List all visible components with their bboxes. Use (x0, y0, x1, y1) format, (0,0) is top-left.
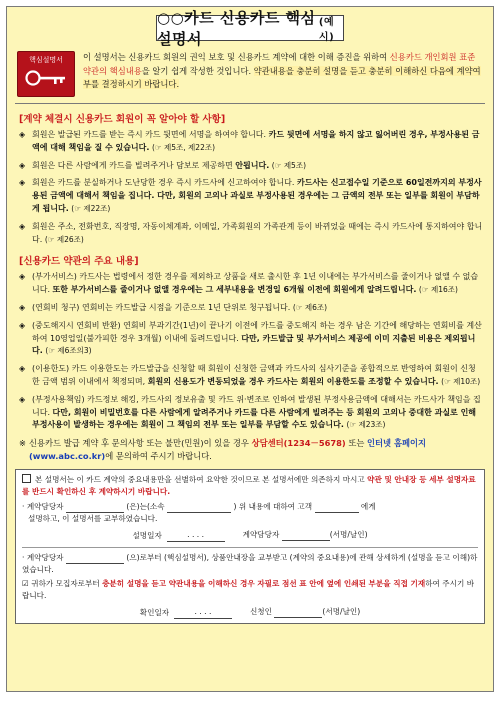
item-emphasis: 또한 부가서비스를 줄이거나 없앨 경우에는 그 세부내용을 변경일 6개월 이전에 회원에게 알려드립니다. (52, 285, 417, 295)
article-ref: (☞ 제10조) (441, 376, 481, 386)
section1-list (19, 129, 483, 246)
bullet-icon: ◈ (19, 302, 26, 312)
agent-statement (22, 501, 478, 525)
instruction-emphasis: 충분히 설명을 듣고 약관내용을 이해하신 경우 자필로 점선 표 안에 옆에 인쇄된 부분을 직접 기재 (102, 579, 426, 589)
signature-hint: (서명/날인) (322, 607, 361, 617)
item-text: 회원은 다른 사람에게 카드를 빌려주거나 담보로 제공하면 (32, 160, 236, 170)
bullet-icon: ◈ (19, 221, 26, 231)
intro-text-3: 을 알기 쉽게 작성한 것입니다. (141, 65, 254, 76)
explain-sign-row (22, 529, 478, 542)
form-text: · 계약담당자 (22, 502, 64, 512)
form-text: ) 위 내용에 대하여 고객 (233, 502, 313, 512)
affiliation-field[interactable] (167, 512, 231, 513)
item-emphasis: 다만, 회원이 비밀번호를 다른 사람에게 알려주거나 카드를 다른 사람에게 빌려주는 등 회원의 고의나 중대한 과실로 인해 부정사용이 발생하는 경우에는 회원이 그 책임의 전부 또는 일부를 부담할 수도 있습니다. (32, 407, 477, 430)
item-emphasis: 카드사는 신고접수일 기준으로 60일전까지의 부정사용된 금액에 대해서 책임을 집니다. 다만, 회원의 고의나 과실로 부정사용된 경우에는 그 금액의 전부 또는 일부를 회원이 부담하게 됩니다. (32, 178, 482, 213)
agent-name-field-2[interactable] (66, 563, 124, 564)
list-item (19, 320, 483, 358)
inquiry-text: 에 문의하여 주시기 바랍니다. (105, 451, 212, 462)
intro-text-highlight: 신용카드 개인회원 표준약관의 핵심내용 (83, 52, 476, 76)
bullet-icon: ◈ (19, 272, 26, 282)
item-emphasis: 안됩니다. (235, 160, 270, 170)
list-item (19, 221, 483, 247)
form-text: · 계약당당자 (22, 553, 64, 563)
intro-text-4: 약관내용을 충분히 설명을 듣고 충분히 이해하신 다음에 계약여부를 결정하시기 바랍니다. (83, 65, 481, 89)
confirmation-form (15, 469, 485, 624)
key-badge (17, 51, 75, 97)
note-icon: ※ (19, 438, 26, 449)
page-title (156, 9, 344, 48)
checkbox[interactable] (22, 474, 31, 483)
article-ref: (☞ 제6조) (292, 302, 328, 312)
check-icon: ☑ (22, 579, 29, 589)
item-text: 회원은 발급된 카드를 받는 즉시 카드 뒷면에 서명을 하여야 합니다. (32, 130, 269, 139)
agent-name-field[interactable] (66, 512, 124, 513)
article-ref: (☞ 제5조, 제22조) (151, 142, 216, 152)
list-item (19, 363, 483, 389)
applicant-label: 신청인 (249, 607, 272, 617)
explain-date-field[interactable]: . . . . (167, 529, 225, 542)
signature-hint: (서명/날인) (329, 530, 368, 540)
date-label: 설명일자 (132, 531, 162, 541)
form-text: (으)로부터 (핵심설명서), 상품안내장을 교부받고 (계약의 중요내용)에 관해 상세하게 (설명을 듣고 이해)하였습니다. (22, 553, 478, 575)
section2-list (19, 271, 483, 432)
bullet-icon: ◈ (19, 320, 26, 330)
bullet-icon: ◈ (19, 394, 26, 404)
document-page (6, 6, 494, 692)
list-item (19, 271, 483, 297)
article-ref: (☞ 제6조의3) (45, 346, 92, 356)
title-main: ○○카드 신용카드 핵심설명서 (157, 9, 316, 48)
section2-heading: [신용카드 약관의 주요 내용] (19, 256, 139, 268)
handwrite-instruction (22, 578, 478, 602)
form-notice (22, 474, 478, 498)
form-text: (은)는(소속 (126, 502, 165, 512)
item-emphasis: 카드 뒷면에 서명을 하지 않고 잃어버린 경우, 부정사용된 금액에 대해 책임을 질 수 있습니다. (32, 130, 480, 152)
agent-label: 계약담당자 (242, 530, 280, 540)
bullet-icon: ◈ (19, 160, 26, 170)
item-text: (부가서비스) 카드사는 법령에서 정한 경우를 제외하고 상품을 새로 출시한 후 1년 이내에는 부가서비스를 줄이거나 없앨 수 없습니다. (32, 272, 479, 295)
item-text: (중도해지시 연회비 반환) 연회비 부과기간(1년)이 끝나기 이전에 카드를 중도해지 하는 경우 남은 기간에 해당하는 연회비를 계산하여 10영업일(불가피한 경우 3개월) 이내에 돌려드립니다. (32, 320, 482, 343)
inquiry-note (19, 437, 483, 463)
list-item (19, 302, 483, 315)
bullet-icon: ◈ (19, 364, 26, 374)
form-text: 에게 (360, 502, 376, 512)
article-ref: (☞ 제5조) (271, 160, 307, 170)
notice-emphasis: 약관 및 안내장 등 세부 설명자료를 반드시 확인하신 후 계약하시기 바랍니다. (22, 475, 476, 497)
bullet-icon: ◈ (19, 178, 26, 188)
item-emphasis: 다만, 카드발급 및 부가서비스 제공에 이미 지출된 비용은 제외됩니다. (32, 333, 476, 356)
list-item (19, 177, 483, 215)
item-text: (부정사용책임) 카드정보 해킹, 카드사의 정보유출 및 카드 위·변조로 인하여 발생된 부정사용금액에 대해서는 카드사가 책임을 집니다. (32, 394, 481, 417)
homepage-link[interactable]: 인터넷 홈페이지(www.abc.co.kr) (29, 438, 427, 462)
section1-heading: [계약 체결시 신용카드 회원이 꼭 알아야 할 사항] (19, 114, 226, 125)
form-text: 하여 주시기 바랍니다. (22, 579, 475, 601)
form-text: 귀하가 모집자로부터 (31, 579, 103, 589)
form-text: 설명하고, 이 설명서를 교부하였습니다. (28, 514, 158, 524)
item-text: (연회비 청구) 연회비는 카드발급 시점을 기준으로 1년 단위로 청구됩니다. (32, 302, 291, 312)
confirm-date-label: 확인일자 (139, 608, 170, 618)
intro-text (83, 51, 483, 97)
list-item (19, 160, 483, 173)
item-text: 회원은 카드를 분실하거나 도난당한 경우 즉시 카드사에 신고하여야 합니다. (32, 178, 297, 188)
intro-text-1: 이 설명서는 신용카드 회원의 권익 보호 및 신용카드 계약에 대한 이해 증진을 위하여 (83, 52, 390, 62)
inquiry-text: 또는 (345, 438, 368, 449)
list-item (19, 394, 483, 432)
item-emphasis: 회원의 신용도가 변동되었을 경우 카드사는 회원의 이용한도를 조정할 수 있습니다. (147, 376, 439, 386)
intro-section (17, 51, 483, 97)
divider (15, 103, 485, 104)
inquiry-text: 신용카드 발급 계약 후 문의사항 또는 불만(민원)이 있을 경우 (29, 438, 252, 449)
item-text: 회원은 주소, 전화번호, 직장명, 자동이체계좌, 이메일, 가족회원의 가족관계 등이 바뀌었을 때에는 즉시 카드사에 통지하여야 합니다. (32, 221, 483, 244)
article-ref: (☞ 제16조) (418, 285, 458, 295)
bullet-icon: ◈ (19, 130, 26, 139)
confirm-sign-row (22, 606, 478, 619)
article-ref: (☞ 제23조) (346, 420, 386, 430)
notice-text: 본 설명서는 이 카드 계약의 중요내용만을 선별하여 요약한 것이므로 본 설명서에만 의존하지 마시고 (35, 475, 368, 485)
item-text: (이용한도) 카드 이용한도는 카드발급을 신청할 때 회원이 신청한 금액과 카드사의 심사기준을 종합적으로 반영하여 회원이 신청한 금액 범위 이내에서 책정되며, (32, 364, 476, 386)
badge-label: 핵심설명서 (29, 56, 63, 64)
article-ref: (☞ 제26조) (44, 234, 84, 244)
title-suffix: (예시) (318, 17, 335, 43)
divider (22, 547, 478, 548)
list-item (19, 129, 483, 155)
article-ref: (☞ 제22조) (71, 203, 111, 213)
applicant-sign-field[interactable] (274, 617, 322, 618)
customer-statement (22, 552, 478, 576)
confirm-date-field[interactable]: . . . . (174, 606, 232, 619)
call-center: 상담센터(1234－5678) (251, 438, 346, 449)
customer-name-field[interactable] (315, 512, 359, 513)
key-icon (25, 70, 67, 86)
agent-sign-field[interactable] (282, 540, 330, 541)
